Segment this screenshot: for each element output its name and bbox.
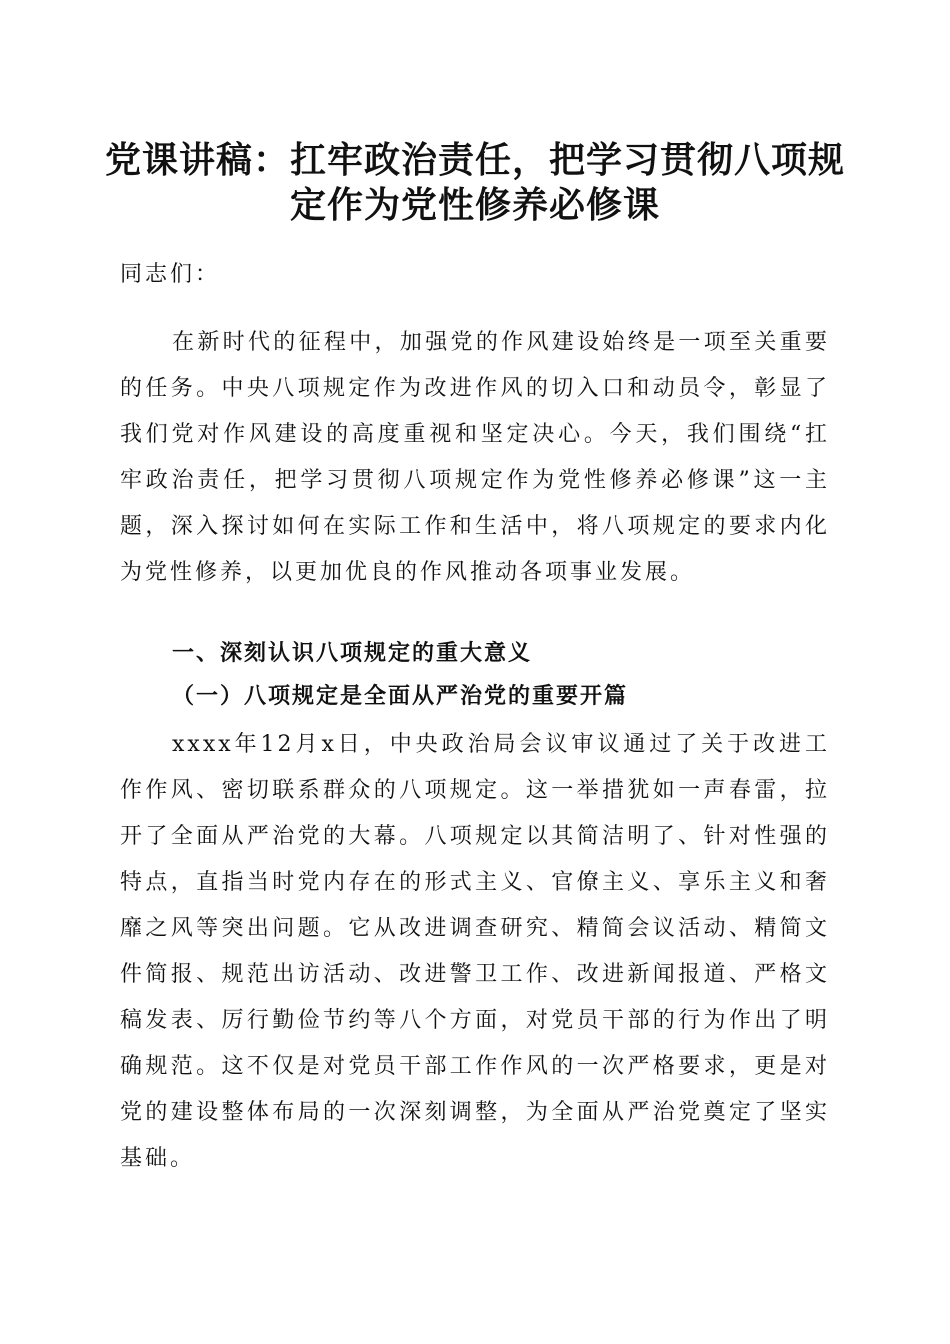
- document-title-line-1: 党课讲稿：扛牢政治责任，把学习贯彻八项规: [104, 140, 845, 181]
- subsection-heading: （一）八项规定是全面从严治党的重要开篇: [172, 683, 629, 709]
- body-paragraph: xxxx年12月x日，中央政治局会议审议通过了关于改进工作作风、密切联系群众的八项规定。这一举措犹如一声春雷，拉开了全面从严治党的大幕。八项规定以其简洁明了、针对性强的特点，直指当时党内存在的形式主义、官僚主义、享乐主义和奢靡之风等突出问题。它从改进调查研究、精简会议活动、精简文件简报、规范出访活动、改进警卫工作、改进新闻报道、严格文稿发表、厉行勤俭节约等八个方面，对党员干部的行为作出了明确规范。这不仅是对党员干部工作作风的一次严格要求，更是对党的建设整体布局的一次深刻调整，为全面从严治党奠定了坚实基础。: [120, 732, 830, 1171]
- intro-paragraph: 在新时代的征程中，加强党的作风建设始终是一项至关重要的任务。中央八项规定作为改进作风的切入口和动员令，彰显了我们党对作风建设的高度重视和坚定决心。今天，我们围绕“扛牢政治责任，把学习贯彻八项规定作为党性修养必修课”这一主题，深入探讨如何在实际工作和生活中，将八项规定的要求内化为党性修养，以更加优良的作风推动各项事业发展。: [120, 330, 830, 585]
- document-title-line-2: 定作为党性修养必修课: [289, 185, 660, 226]
- salutation: 同志们：: [120, 262, 221, 287]
- section-heading: 一、深刻认识八项规定的重大意义: [172, 641, 533, 666]
